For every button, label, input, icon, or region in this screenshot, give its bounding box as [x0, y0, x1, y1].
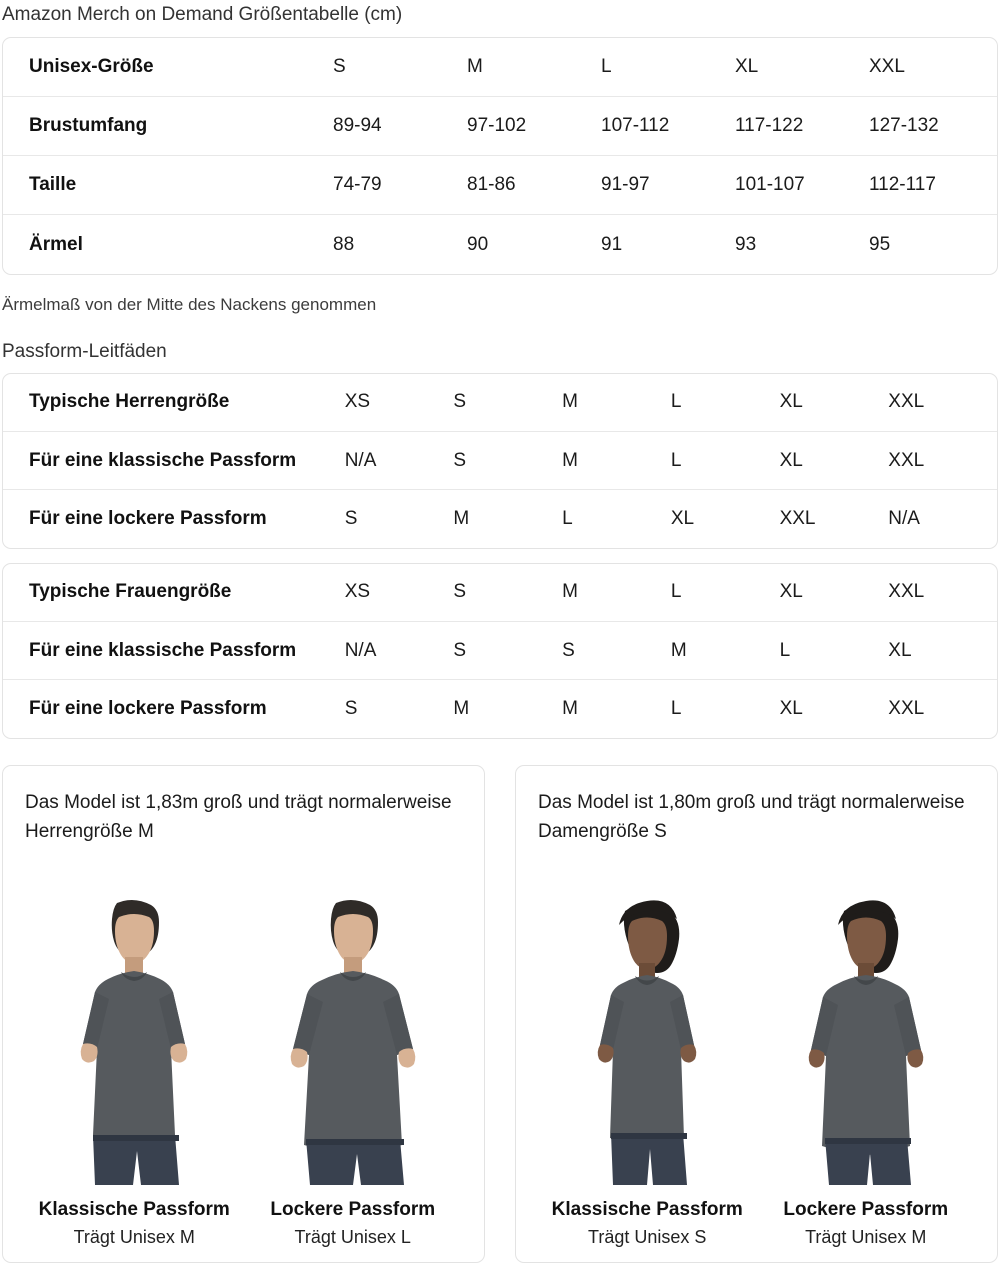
cell: S: [453, 391, 467, 413]
mens-fit-table-card: [2, 373, 998, 549]
cell: N/A: [345, 622, 454, 680]
table-row: [3, 156, 998, 215]
cell: 88: [333, 215, 467, 274]
row-label: Typische Herrengröße: [29, 391, 230, 413]
cell: L: [671, 432, 780, 490]
model-caption: Das Model ist 1,83m groß und trägt normalerweise Herrengröße M: [25, 791, 452, 843]
womens-fit-table-card: [2, 563, 998, 739]
model-card-female: [515, 765, 998, 1263]
male-classic-fit-illustration: [39, 895, 229, 1185]
figure-fit-label: Klassische Passform: [551, 1198, 743, 1220]
cell: XL: [779, 391, 803, 413]
row-label: Für eine klassische Passform: [3, 622, 345, 680]
row-label: Unisex-Größe: [29, 56, 154, 78]
row-label: Typische Frauengröße: [29, 581, 232, 603]
cell: M: [562, 391, 578, 413]
cell: XXL: [888, 432, 997, 490]
cell: XXL: [888, 680, 997, 738]
cell: 107-112: [601, 97, 735, 156]
cell: S: [453, 432, 562, 490]
cell: 93: [735, 215, 869, 274]
figure-image: [761, 895, 971, 1185]
figure-labels: [552, 1199, 743, 1248]
row-label: Für eine lockere Passform: [3, 490, 345, 548]
cell: S: [453, 581, 467, 603]
table-row: [3, 564, 997, 622]
cell: S: [345, 680, 454, 738]
cell: L: [671, 680, 780, 738]
cell: XL: [779, 581, 803, 603]
row-label: Für eine klassische Passform: [3, 432, 345, 490]
figure-male-relaxed: [248, 895, 458, 1248]
figure-fit-label: Lockere Passform: [783, 1198, 949, 1220]
unisex-size-table-card: [2, 37, 998, 275]
figure-fit-label: Lockere Passform: [270, 1198, 436, 1220]
cell: XL: [780, 432, 889, 490]
cell: 91: [601, 215, 735, 274]
model-cards: [2, 765, 998, 1263]
cell: XS: [344, 391, 371, 413]
table-row: [3, 38, 998, 97]
table-row: [3, 622, 997, 680]
unisex-size-table: [3, 38, 998, 274]
figure-labels: [270, 1199, 435, 1248]
figure-fit-label: Klassische Passform: [38, 1198, 230, 1220]
cell: N/A: [345, 432, 454, 490]
table-row: [3, 215, 998, 274]
cell: XXL: [888, 581, 925, 603]
figure-female-classic: [542, 895, 752, 1248]
female-classic-fit-illustration: [557, 895, 737, 1185]
cell: L: [670, 581, 682, 603]
row-label: Taille: [3, 156, 333, 215]
cell: 112-117: [869, 156, 998, 215]
sleeve-measurement-note: Ärmelmaß von der Mitte des Nackens genommen: [2, 294, 377, 314]
female-relaxed-fit-illustration: [771, 895, 961, 1185]
figure-female-relaxed: [761, 895, 971, 1248]
cell: XS: [344, 581, 371, 603]
cell: M: [671, 622, 780, 680]
cell: M: [562, 680, 671, 738]
cell: 74-79: [333, 156, 467, 215]
cell: M: [467, 56, 483, 78]
table-row: [3, 432, 997, 490]
cell: 127-132: [869, 97, 998, 156]
cell: 95: [869, 215, 998, 274]
figure-group: [25, 852, 462, 1247]
row-label: Brustumfang: [3, 97, 333, 156]
cell: M: [562, 581, 578, 603]
figure-male-classic: [29, 895, 239, 1248]
cell: 91-97: [601, 156, 735, 215]
cell: XXL: [888, 391, 925, 413]
table-row: [3, 97, 998, 156]
figure-image: [542, 895, 752, 1185]
cell: XXL: [869, 56, 905, 78]
table-row: [3, 374, 997, 432]
cell: XL: [780, 680, 889, 738]
male-relaxed-fit-illustration: [253, 895, 453, 1185]
figure-labels: [783, 1199, 948, 1248]
cell: M: [453, 680, 562, 738]
row-label: Für eine lockere Passform: [3, 680, 345, 738]
model-caption: Das Model ist 1,80m groß und trägt normalerweise Damengröße S: [538, 791, 965, 843]
row-label: Ärmel: [3, 215, 333, 274]
cell: 101-107: [735, 156, 869, 215]
cell: 89-94: [333, 97, 467, 156]
cell: S: [345, 490, 454, 548]
page-title: Amazon Merch on Demand Größentabelle (cm): [2, 4, 403, 25]
cell: 117-122: [735, 97, 869, 156]
cell: S: [333, 56, 346, 78]
cell: M: [562, 432, 671, 490]
cell: L: [670, 391, 682, 413]
figure-labels: [39, 1199, 230, 1248]
figure-image: [248, 895, 458, 1185]
figure-group: [538, 852, 975, 1247]
cell: N/A: [888, 490, 997, 548]
figure-wears-label: Trägt Unisex S: [588, 1226, 707, 1247]
cell: XL: [888, 622, 997, 680]
figure-image: [29, 895, 239, 1185]
cell: L: [780, 622, 889, 680]
figure-wears-label: Trägt Unisex M: [805, 1226, 927, 1247]
womens-fit-table: [3, 564, 997, 738]
figure-wears-label: Trägt Unisex M: [73, 1226, 195, 1247]
figure-wears-label: Trägt Unisex L: [294, 1226, 411, 1247]
cell: XL: [671, 490, 780, 548]
cell: S: [453, 622, 562, 680]
fit-guides-label: Passform-Leitfäden: [2, 340, 167, 362]
cell: XXL: [780, 490, 889, 548]
cell: M: [453, 490, 562, 548]
table-row: [3, 490, 997, 548]
table-row: [3, 680, 997, 738]
cell: 81-86: [467, 156, 601, 215]
cell: L: [562, 490, 671, 548]
cell: L: [601, 56, 612, 78]
cell: XL: [735, 56, 759, 78]
mens-fit-table: [3, 374, 997, 548]
cell: 90: [467, 215, 601, 274]
cell: 97-102: [467, 97, 601, 156]
model-card-male: [2, 765, 485, 1263]
cell: S: [562, 622, 671, 680]
